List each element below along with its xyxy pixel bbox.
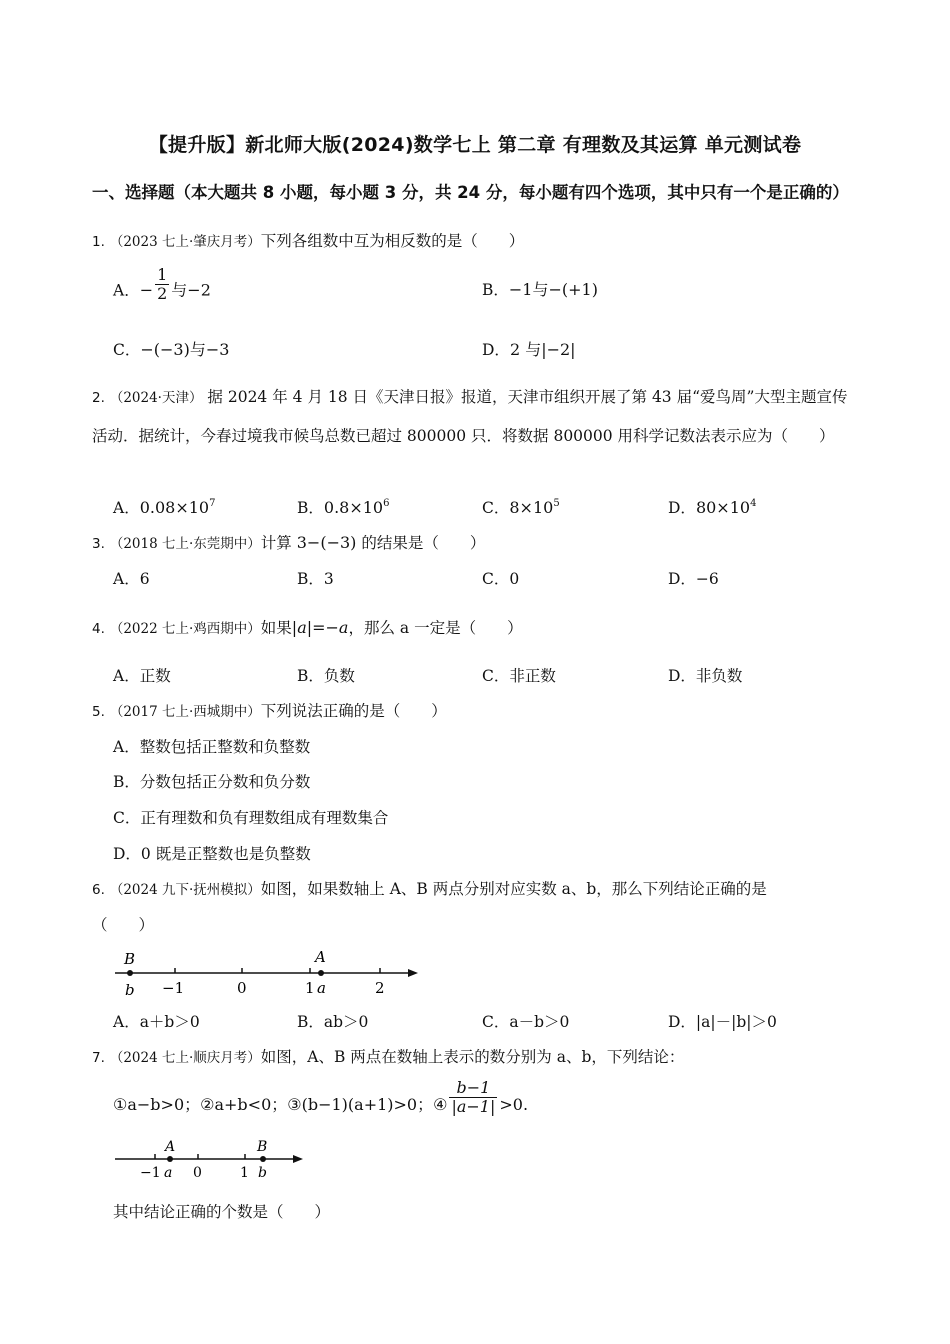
question-6-paren: （ ）	[92, 916, 155, 934]
q3-option-c[interactable]: C．0	[482, 570, 520, 588]
tick-label: 0	[237, 979, 247, 997]
label-B: B	[124, 950, 136, 968]
q1-option-c[interactable]: C．−(−3)与−3	[113, 340, 230, 359]
q4-option-c[interactable]: C．非正数	[482, 667, 556, 685]
point-b	[260, 1156, 266, 1162]
q3-option-a[interactable]: A．6	[113, 570, 150, 588]
point-a	[167, 1156, 173, 1162]
tick-label: 2	[375, 979, 385, 997]
q2-option-c[interactable]: C．$8\times 10^5$	[482, 498, 560, 517]
question-2	[92, 378, 862, 455]
q1-option-a[interactable]: A．− $\frac{1}{2}$ 与−2	[113, 265, 211, 303]
q3-option-b[interactable]: B．3	[297, 570, 334, 588]
tick-label: −1	[162, 979, 185, 997]
tick-label: 1	[240, 1165, 249, 1181]
tick-label: 1	[305, 979, 315, 997]
question-stem: 据 2024 年 4 月 18 日《天津日报》报道，天津市组织开展了第 43 届“爱鸟周”大型主题宣传活动．据统计，今春过境我市候鸟总数已超过 800000 只．将数据 800000 用科学记数法表示应为（ ）	[92, 388, 848, 445]
q1-option-d[interactable]: D．2 与|−2|	[482, 340, 576, 359]
number-line-q7	[110, 1135, 320, 1187]
question-source: （2023 七上·肇庆月考）	[109, 234, 261, 250]
question-source: （2017 七上·西城期中）	[109, 704, 261, 720]
q2-option-d[interactable]: D．$80\times 10^4$	[668, 498, 757, 517]
label-B: B	[257, 1139, 268, 1155]
q4-option-d[interactable]: D．非负数	[668, 667, 743, 685]
q6-option-d[interactable]: D．|a|－|b|＞0	[668, 1013, 777, 1031]
tick-label: 0	[193, 1165, 202, 1181]
expression: 3−(−3)	[296, 533, 357, 552]
question-stem: 下列各组数中互为相反数的是（ ）	[260, 232, 525, 250]
question-7: 7. （2024 七上·顺庆月考）如图，A、B 两点在数轴上表示的数分别为 a、b，下列结论：	[92, 1048, 685, 1066]
number-line-q6	[110, 945, 430, 1000]
question-source: （2018 七上·东莞期中）	[109, 536, 261, 552]
section-heading: 一、选择题（本大题共 8 小题，每小题 3 分，共 24 分，每小题有四个选项，其中只有一个是正确的）	[92, 183, 849, 202]
q1-option-b[interactable]: B．−1与−(+1)	[482, 280, 598, 299]
question-number: 7.	[92, 1050, 105, 1066]
question-7-ending: 其中结论正确的个数是（ ）	[113, 1203, 331, 1221]
question-1	[92, 231, 524, 252]
question-6: 6. （2024 九下·抚州模拟）如图，如果数轴上 A、B 两点分别对应实数 a、b，那么下列结论正确的是	[92, 880, 767, 898]
question-4: 4. （2022 七上·鸡西期中）如果|a|=−a，那么 a 一定是（ ）	[92, 618, 523, 637]
label-b: b	[125, 981, 135, 999]
tick-label: −1	[140, 1165, 161, 1181]
q5-option-b[interactable]: B．分数包括正分数和负分数	[113, 773, 311, 791]
q2-option-b[interactable]: B．$0.8\times 10^6$	[297, 498, 390, 517]
q3-option-d[interactable]: D．−6	[668, 570, 719, 588]
question-source: （2022 七上·鸡西期中）	[109, 621, 261, 637]
conclusion-4-fraction: $\frac{b-1}{|a-1|}$	[451, 1077, 496, 1116]
question-number: 6.	[92, 882, 105, 898]
fraction: $\frac{1}{2}$	[157, 265, 168, 303]
question-3: 3. （2018 七上·东莞期中）计算 3−(−3) 的结果是（ ）	[92, 533, 486, 552]
question-5: 5. （2017 七上·西城期中）下列说法正确的是（ ）	[92, 702, 447, 720]
q6-option-c[interactable]: C．a－b＞0	[482, 1013, 570, 1031]
q5-option-c[interactable]: C．正有理数和负有理数组成有理数集合	[113, 809, 389, 827]
q7-conclusions: ①a−b>0；②a+b<0；③(b−1)(a+1)>0；④ $\frac{b-1}{|a-1|}$ >0.	[113, 1077, 529, 1116]
label-a: a	[164, 1165, 173, 1181]
q6-option-a[interactable]: A．a＋b＞0	[113, 1013, 200, 1031]
conclusion-1: ①a−b>0；	[113, 1095, 201, 1114]
question-source: （2024 九下·抚州模拟）	[109, 882, 261, 898]
point-a	[318, 970, 324, 976]
q5-option-a[interactable]: A．整数包括正整数和负整数	[113, 738, 311, 756]
page-title: 【提升版】新北师大版(2024)数学七上 第二章 有理数及其运算 单元测试卷	[148, 134, 802, 156]
q5-option-d[interactable]: D．0 既是正整数也是负整数	[113, 845, 311, 863]
label-b: b	[258, 1165, 267, 1181]
expression: |a|=−a	[291, 618, 349, 637]
question-number: 2.	[92, 390, 105, 406]
question-number: 3.	[92, 536, 105, 552]
q4-option-a[interactable]: A．正数	[113, 667, 171, 685]
q6-option-b[interactable]: B．ab＞0	[297, 1013, 369, 1031]
conclusion-3: ③(b−1)(a+1)>0；	[287, 1095, 434, 1114]
conclusion-2: ②a+b<0；	[200, 1095, 288, 1114]
q2-option-a[interactable]: A．$0.08\times 10^7$	[113, 498, 216, 517]
label-A: A	[165, 1139, 176, 1155]
question-number: 5.	[92, 704, 105, 720]
question-source: （2024 七上·顺庆月考）	[109, 1050, 261, 1066]
question-source: （2024·天津）	[109, 390, 203, 406]
label-A: A	[315, 948, 326, 966]
question-number: 4.	[92, 621, 105, 637]
label-a: a	[317, 979, 326, 997]
question-number: 1.	[92, 234, 105, 250]
q4-option-b[interactable]: B．负数	[297, 667, 355, 685]
point-b	[127, 970, 133, 976]
